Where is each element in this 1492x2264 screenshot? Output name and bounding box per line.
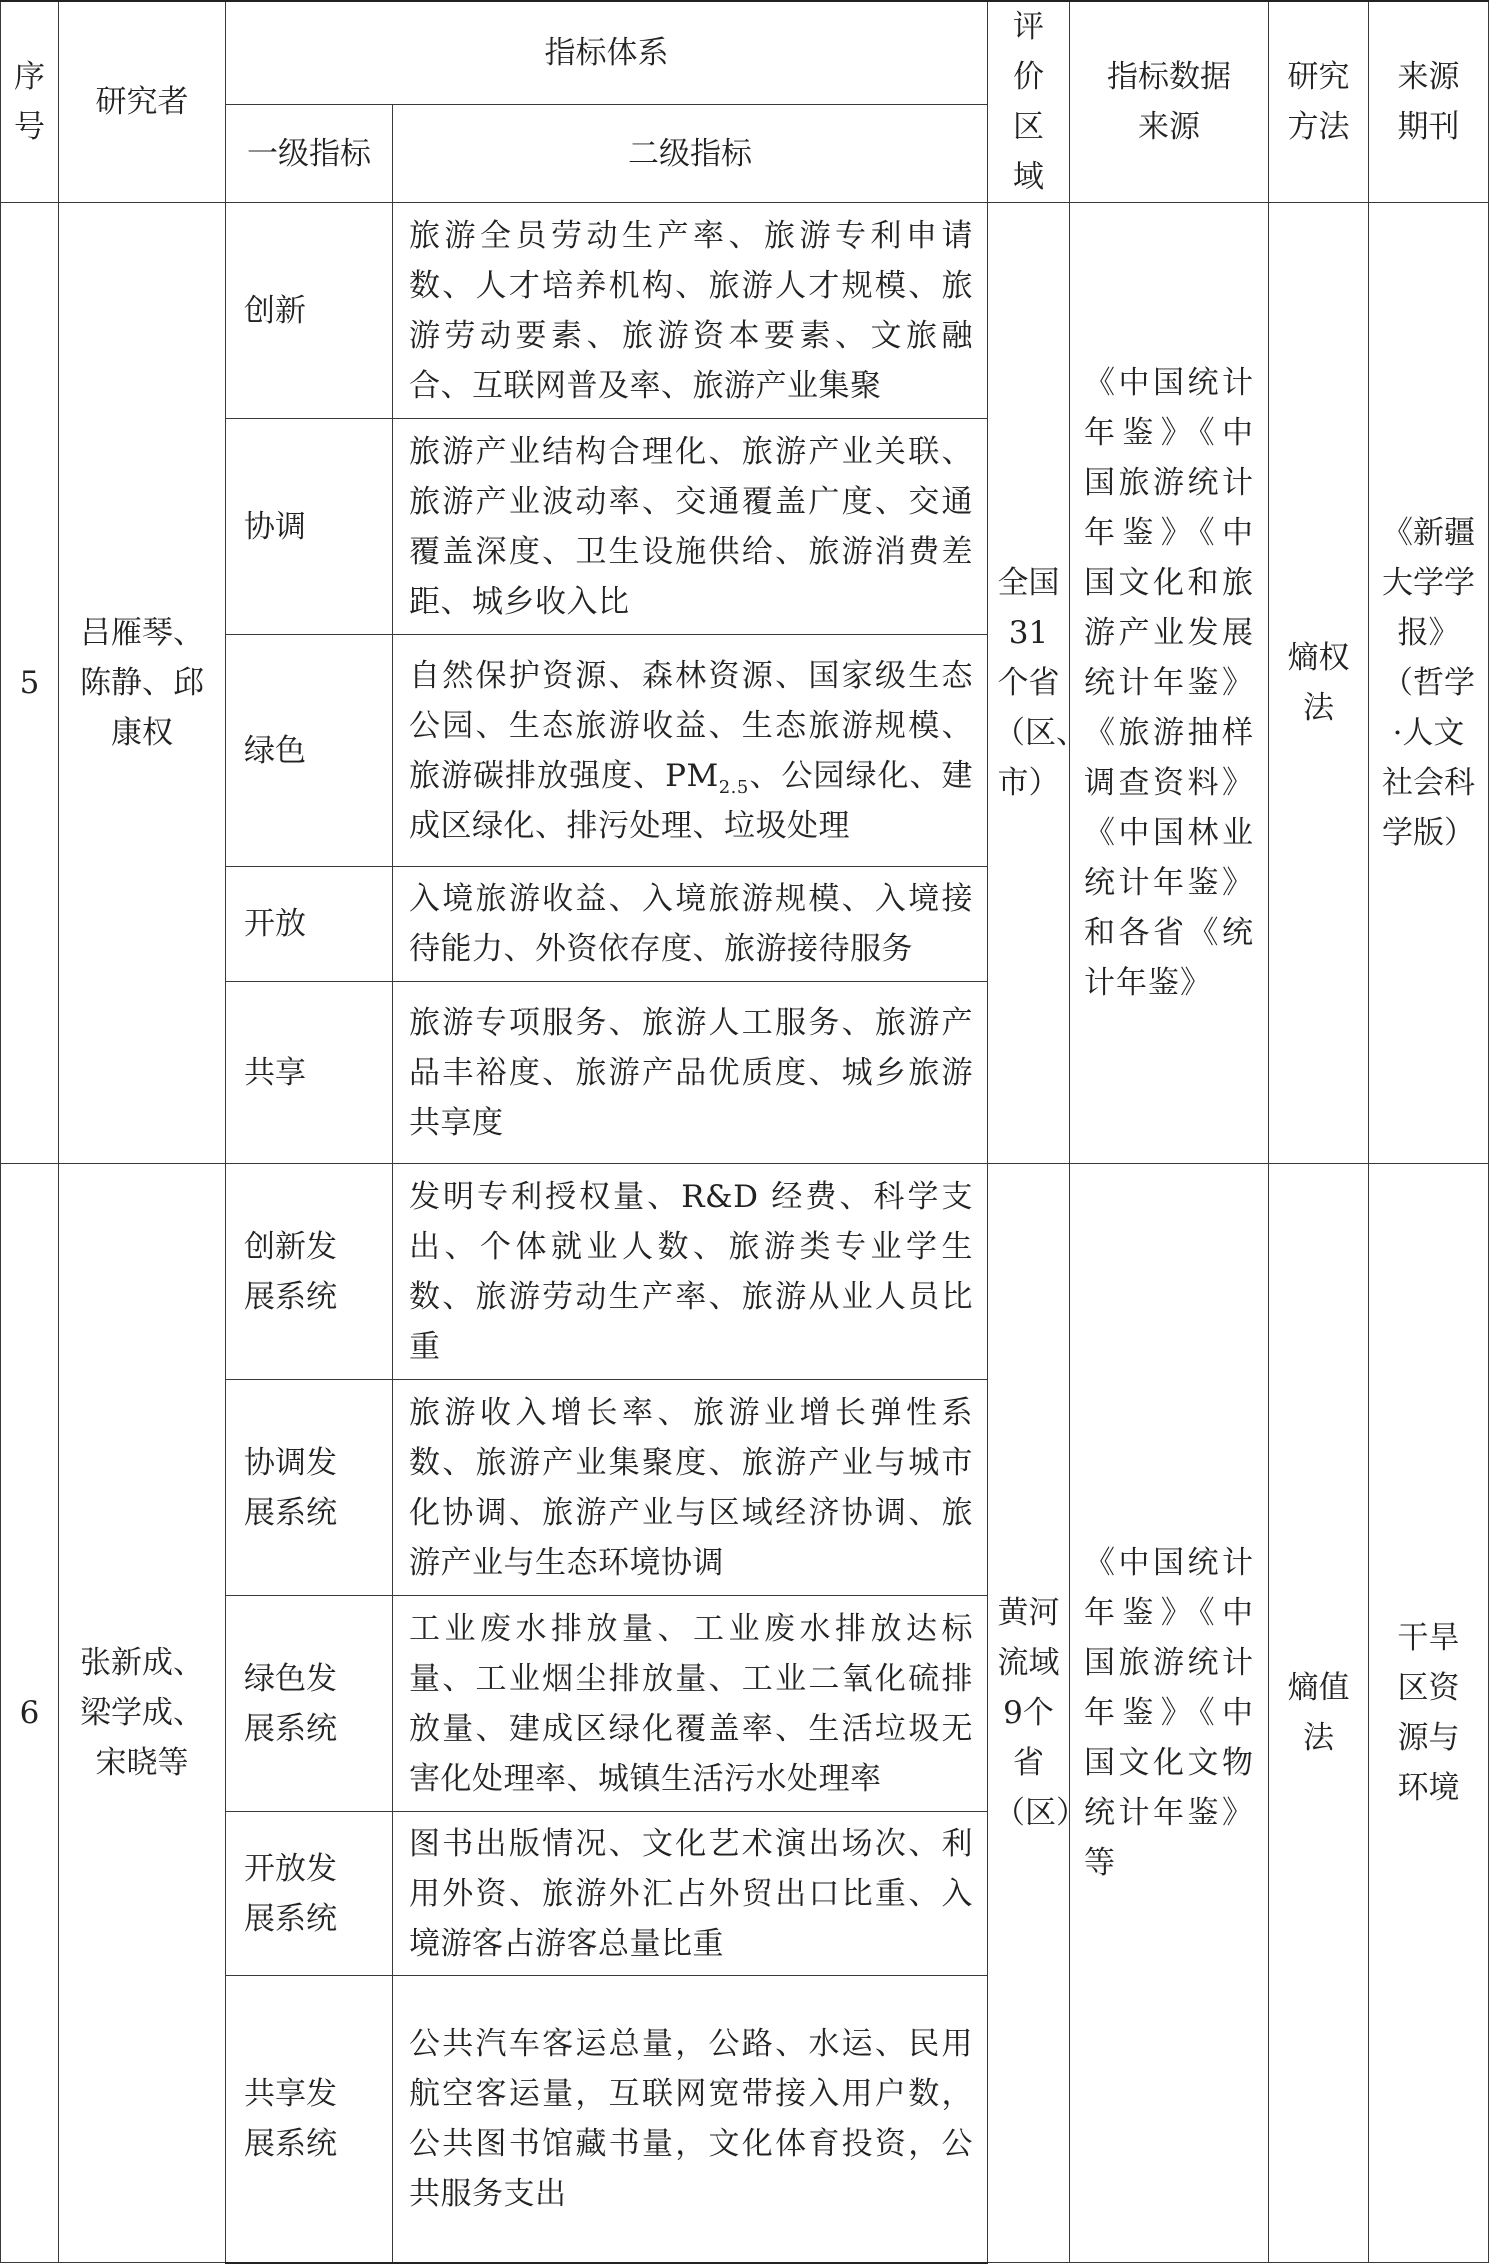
table-row bbox=[1, 1164, 1489, 1380]
level1-cell: 协调发展系统 bbox=[226, 1380, 393, 1596]
group-researchers: 吕雁琴、陈静、邱康权 bbox=[59, 203, 226, 1164]
header-level1: 一级指标 bbox=[226, 105, 393, 203]
level2-cell: 旅游专项服务、旅游人工服务、旅游产品丰裕度、旅游产品优质度、城乡旅游共享度 bbox=[393, 982, 988, 1164]
header-region: 评价区域 bbox=[988, 1, 1070, 203]
level2-cell: 公共汽车客运总量，公路、水运、民用航空客运量，互联网宽带接入用户数，公共图书馆藏书量，文化体育投资，公共服务支出 bbox=[393, 1976, 988, 2263]
group-region: 全国31个省（区、市） bbox=[988, 203, 1070, 1164]
group-journal: 干旱区资源与环境 bbox=[1369, 1164, 1489, 2263]
group-seq: 5 bbox=[1, 203, 59, 1164]
level1-cell: 开放 bbox=[226, 867, 393, 982]
table-row bbox=[1, 203, 1489, 419]
level2-cell: 旅游产业结构合理化、旅游产业关联、旅游产业波动率、交通覆盖广度、交通覆盖深度、卫生设施供给、旅游消费差距、城乡收入比 bbox=[393, 419, 988, 635]
group-data-source: 《中国统计年鉴》《中国旅游统计年鉴》《中国文化和旅游产业发展统计年鉴》《旅游抽样调查资料》《中国林业统计年鉴》和各省《统计年鉴》 bbox=[1070, 203, 1269, 1164]
group-seq: 6 bbox=[1, 1164, 59, 2263]
level1-cell: 开放发展系统 bbox=[226, 1812, 393, 1976]
header-seq: 序号 bbox=[1, 1, 59, 203]
group-method: 熵权法 bbox=[1269, 203, 1369, 1164]
header-level2: 二级指标 bbox=[393, 105, 988, 203]
level1-cell: 创新 bbox=[226, 203, 393, 419]
level2-text-a: 自然保护资源、森林资源、国家级生态公园、生态旅游收益、生态旅游规模、旅游碳排放强度、PM bbox=[409, 657, 973, 794]
level2-cell: 入境旅游收益、入境旅游规模、入境接待能力、外资依存度、旅游接待服务 bbox=[393, 867, 988, 982]
group-data-source: 《中国统计年鉴》《中国旅游统计年鉴》《中国文化文物统计年鉴》等 bbox=[1070, 1164, 1269, 2263]
group-researchers: 张新成、梁学成、宋晓等 bbox=[59, 1164, 226, 2263]
group-journal: 《新疆大学学报》（哲学·人文社会科学版） bbox=[1369, 203, 1489, 1164]
header-method: 研究方法 bbox=[1269, 1, 1369, 203]
level1-cell: 共享发展系统 bbox=[226, 1976, 393, 2263]
group-region: 黄河流域9个省（区） bbox=[988, 1164, 1070, 2263]
level1-cell: 创新发展系统 bbox=[226, 1164, 393, 1380]
header-journal: 来源期刊 bbox=[1369, 1, 1489, 203]
level1-cell: 绿色发展系统 bbox=[226, 1596, 393, 1812]
header-data-source: 指标数据来源 bbox=[1070, 1, 1269, 203]
group-method: 熵值法 bbox=[1269, 1164, 1369, 2263]
level2-cell: 旅游收入增长率、旅游业增长弹性系数、旅游产业集聚度、旅游产业与城市化协调、旅游产业与区域经济协调、旅游产业与生态环境协调 bbox=[393, 1380, 988, 1596]
level2-cell: 图书出版情况、文化艺术演出场次、利用外资、旅游外汇占外贸出口比重、入境游客占游客总量比重 bbox=[393, 1812, 988, 1976]
level2-cell bbox=[393, 635, 988, 867]
level2-cell: 发明专利授权量、R&D 经费、科学支出、个体就业人数、旅游类专业学生数、旅游劳动生产率、旅游从业人员比重 bbox=[393, 1164, 988, 1380]
header-researcher: 研究者 bbox=[59, 1, 226, 203]
header-row-1 bbox=[1, 1, 1489, 105]
header-index-system: 指标体系 bbox=[226, 1, 988, 105]
level1-cell: 共享 bbox=[226, 982, 393, 1164]
level2-cell: 工业废水排放量、工业废水排放达标量、工业烟尘排放量、工业二氧化硫排放量、建成区绿化覆盖率、生活垃圾无害化处理率、城镇生活污水处理率 bbox=[393, 1596, 988, 1812]
level1-cell: 绿色 bbox=[226, 635, 393, 867]
level2-text-b: 、公园绿化、建成区绿化、排污处理、垃圾处理 bbox=[409, 757, 973, 844]
pm-subscript: 2.5 bbox=[718, 776, 749, 798]
level2-cell: 旅游全员劳动生产率、旅游专利申请数、人才培养机构、旅游人才规模、旅游劳动要素、旅游资本要素、文旅融合、互联网普及率、旅游产业集聚 bbox=[393, 203, 988, 419]
level1-cell: 协调 bbox=[226, 419, 393, 635]
